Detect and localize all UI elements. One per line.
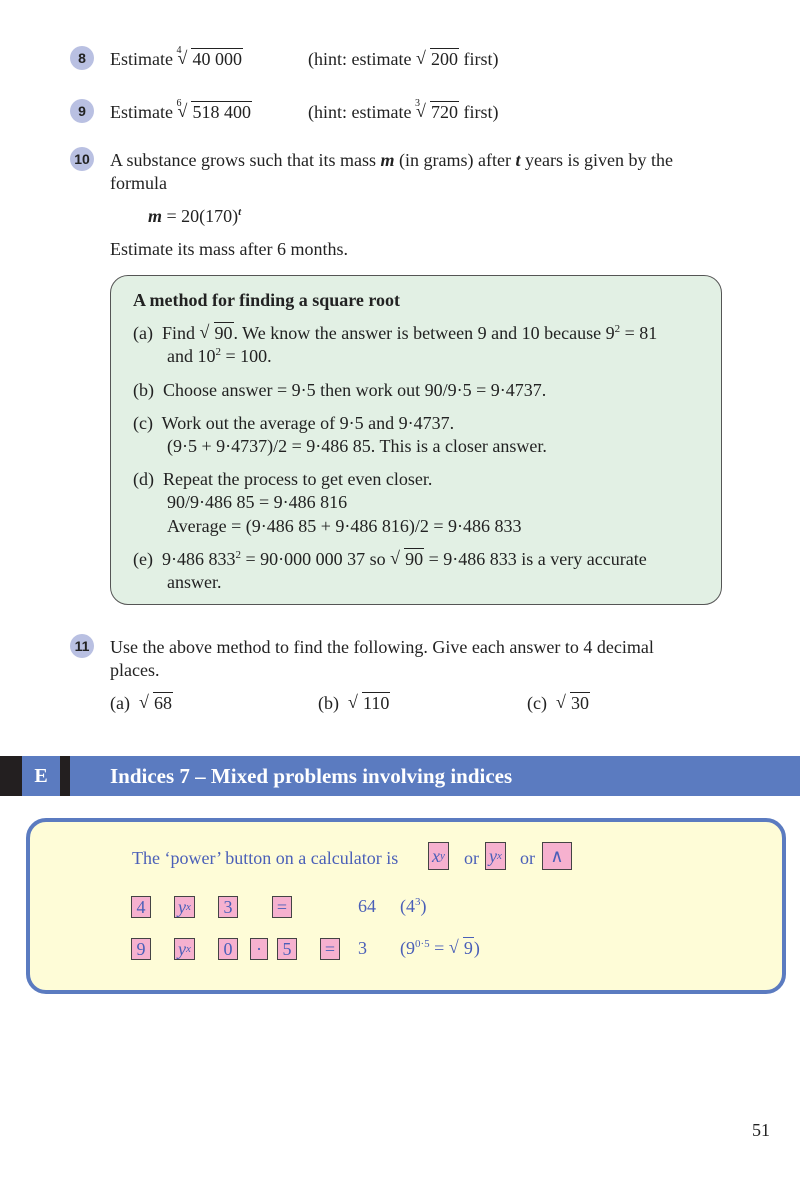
method-step-b (133, 378, 546, 402)
method-title-text: A method for finding a square root (133, 290, 401, 310)
root-index: √ 4 (176, 45, 182, 56)
key-exp: x (186, 943, 191, 955)
square-root-expression (200, 321, 234, 345)
text-segment: . We know the answer is between 9 and 10 because 9 (233, 323, 615, 343)
text-segment: = 81 (620, 323, 658, 343)
note-base: (4 (400, 896, 415, 916)
method-step-c-line-2: (9·5 + 9·4737)/2 = 9·486 85. This is a closer answer. (167, 436, 547, 456)
section-title: Indices 7 – Mixed problems involving indices (110, 764, 513, 788)
row-1-note (400, 894, 427, 918)
key-x-power-y (428, 842, 449, 870)
calculator-info-box (26, 818, 786, 994)
question-10-formula (148, 204, 241, 228)
key-base: y (489, 845, 497, 866)
key-y-power-x (485, 842, 506, 870)
key-9: 9 (131, 938, 151, 960)
method-box (110, 275, 722, 605)
section-header-bar (0, 756, 800, 796)
step-label: (d) (133, 469, 154, 489)
formula-exponent: t (238, 206, 242, 218)
or-label: or (464, 848, 479, 868)
question-number-9: 9 (70, 99, 94, 123)
radicand: 30 (570, 693, 589, 713)
question-10-line-3: Estimate its mass after 6 months. (110, 239, 348, 259)
key-y-power-x (174, 896, 195, 918)
method-step-d-line-2: 90/9·486 85 = 9·486 816 (167, 492, 348, 512)
formula-variable-m: m (148, 206, 163, 226)
text-segment: Work out the average of 9·5 and 9·4737. (161, 413, 455, 433)
power-button-intro: The ‘power’ button on a calculator is (132, 848, 399, 868)
key-5: 5 (277, 938, 297, 960)
text-segment: Choose answer = 9·5 then work out 90/9·5 = 9·4737. (163, 380, 547, 400)
question-8-text (110, 47, 243, 71)
cube-root-expression (416, 100, 459, 124)
question-9-text (110, 100, 252, 124)
key-decimal-point: · (250, 938, 268, 960)
method-step-a-line-1 (133, 321, 657, 345)
question-10-line-2: formula (110, 173, 167, 193)
estimate-label: Estimate (110, 102, 173, 122)
key-caret: ∧ (542, 842, 572, 870)
question-11-part-a (110, 691, 173, 715)
fourth-root-expression (177, 47, 243, 71)
hint-suffix: first) (463, 49, 499, 69)
hint-suffix: first) (463, 102, 499, 122)
text-segment: Find (161, 323, 195, 343)
exponent: 2 (215, 346, 221, 358)
hint-prefix: (hint: estimate (308, 102, 412, 122)
or-label: or (520, 848, 535, 868)
radicand: 9 (463, 938, 473, 958)
square-root-expression (449, 936, 474, 960)
text-segment: years is given by the (524, 150, 673, 170)
square-root-expression (416, 47, 459, 71)
key-exp: x (186, 901, 191, 913)
text-segment: 9·486 833 (161, 549, 236, 569)
part-label: (a) (110, 693, 130, 713)
question-number-11: 11 (70, 634, 94, 658)
key-0: 0 (218, 938, 238, 960)
radicand: 40 000 (192, 49, 242, 69)
page-number: 51 (752, 1120, 770, 1140)
key-equals: = (320, 938, 340, 960)
square-root-expression (556, 691, 590, 715)
key-4: 4 (131, 896, 151, 918)
text-segment: (in grams) after (399, 150, 511, 170)
radicand: 110 (363, 693, 390, 713)
question-11-line-1: Use the above method to find the following. Give each answer to 4 decimal (110, 637, 654, 657)
row-2-note (400, 936, 480, 960)
section-bar-divider (60, 756, 70, 796)
estimate-label: Estimate (110, 49, 173, 69)
root-index: √ 3 (414, 98, 420, 109)
variable-t: t (515, 150, 521, 170)
square-root-expression (348, 691, 390, 715)
note-exponent: 3 (415, 896, 421, 908)
text-segment: = 90·000 000 37 so (240, 549, 386, 569)
root-index: √ 6 (176, 98, 182, 109)
text-segment: Repeat the process to get even closer. (163, 469, 433, 489)
text-segment: = 100. (221, 346, 272, 366)
step-label: (a) (133, 323, 153, 343)
key-equals: = (272, 896, 292, 918)
question-number-10: 10 (70, 147, 94, 171)
row-1-result: 64 (358, 896, 376, 916)
question-11-line-2: places. (110, 660, 160, 680)
method-step-d-line-1 (133, 467, 432, 491)
question-number-8: 8 (70, 46, 94, 70)
square-root-expression (139, 691, 173, 715)
row-2-result: 3 (358, 938, 367, 958)
square-root-expression (390, 547, 424, 571)
formula-rhs: = 20(170) (166, 206, 239, 226)
radicand: 90 (405, 549, 424, 569)
method-step-e-line-2: answer. (167, 572, 222, 592)
step-label: (c) (133, 413, 153, 433)
question-10-line-1 (110, 148, 673, 172)
question-11-part-b (318, 691, 390, 715)
key-base: x (432, 845, 440, 866)
radicand: 68 (153, 693, 172, 713)
method-step-e-line-1 (133, 547, 647, 571)
step-label: (b) (133, 380, 154, 400)
sixth-root-expression (177, 100, 252, 124)
variable-m: m (380, 150, 395, 170)
note-exponent: 0·5 (415, 938, 430, 950)
radicand: 200 (430, 49, 458, 69)
note-equals: = (429, 938, 449, 958)
step-label: (e) (133, 549, 153, 569)
key-exp: x (497, 850, 502, 862)
exponent: 2 (235, 549, 241, 561)
part-label: (c) (527, 693, 547, 713)
exponent: 2 (614, 323, 621, 335)
key-base: y (178, 896, 186, 917)
radicand: 90 (214, 323, 233, 343)
key-exp: y (440, 850, 445, 862)
method-step-c-line-1 (133, 411, 454, 435)
text-segment: = 9·486 833 is a very accurate (424, 549, 647, 569)
key-base: y (178, 938, 186, 959)
question-11-part-c (527, 691, 590, 715)
note-end: ) (473, 938, 480, 958)
hint-prefix: (hint: estimate (308, 49, 412, 69)
key-y-power-x (174, 938, 195, 960)
note-base: (9 (400, 938, 415, 958)
note-end: ) (420, 896, 427, 916)
method-title (133, 288, 400, 312)
question-8-hint (308, 47, 498, 71)
method-step-a-line-2 (167, 344, 272, 368)
part-label: (b) (318, 693, 339, 713)
question-9-hint (308, 100, 498, 124)
radicand: 720 (430, 102, 458, 122)
key-3: 3 (218, 896, 238, 918)
text-segment: A substance grows such that its mass (110, 150, 376, 170)
section-bar-edge (0, 756, 22, 796)
radicand: 518 400 (192, 102, 251, 122)
section-letter: E (22, 756, 60, 796)
method-step-d-line-3: Average = (9·486 85 + 9·486 816)/2 = 9·486 833 (167, 516, 522, 536)
text-segment: and 10 (167, 346, 216, 366)
